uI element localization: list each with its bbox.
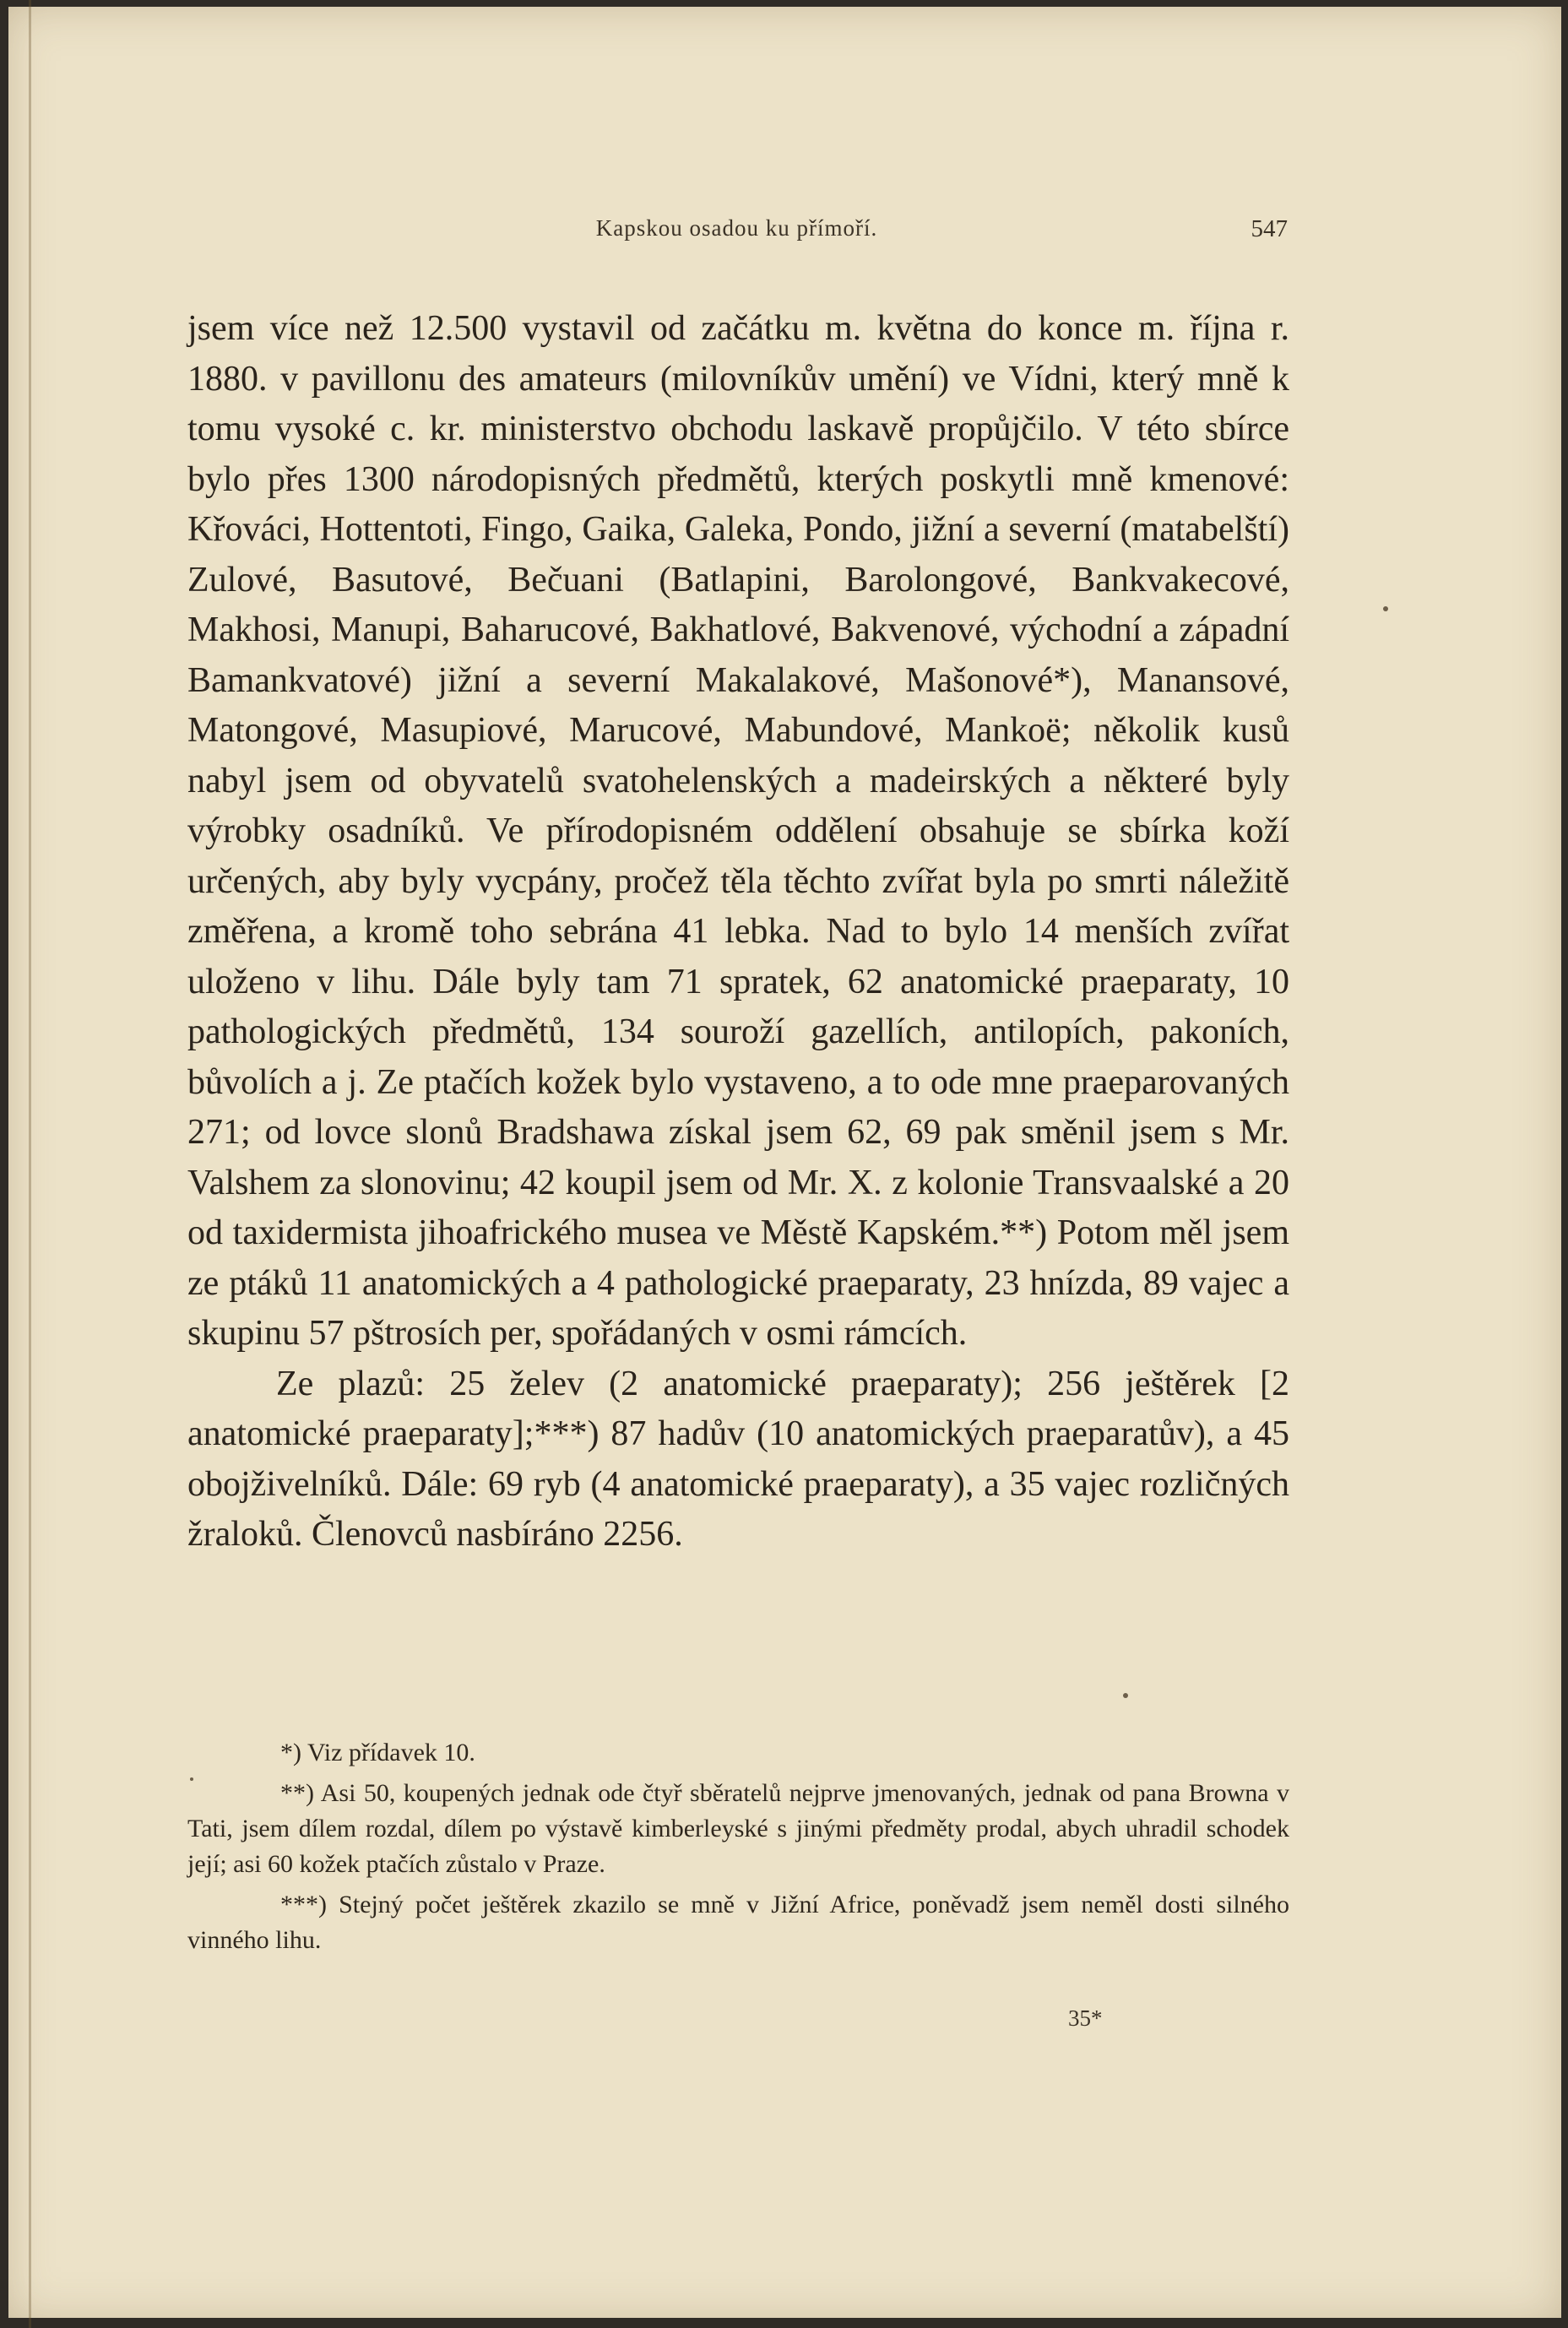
- scan-border-left: [0, 0, 8, 2328]
- main-text: [187, 304, 1289, 1560]
- page-number: 547: [1251, 215, 1288, 242]
- paragraph-2: Ze plazů: 25 želev (2 anatomické praeparaty); 256 ještěrek [2 anatomické praeparaty];***) 87 hadův (10 anatomických praeparatův), a 45 obojživelníků. Dále: 69 ryb (4 anatomické praeparaty), a 35 vajec rozličných žraloků. Členovců nasbíráno 2256.: [187, 1364, 1289, 1554]
- paper-speck: [1123, 1693, 1128, 1698]
- signature-mark: 35*: [1068, 2005, 1103, 2031]
- footnote-1: *) Viz přídavek 10.: [280, 1739, 475, 1766]
- paper-speck: [1383, 606, 1388, 611]
- scan-border-top: [0, 0, 1568, 7]
- footnote-3: ***) Stejný počet ještěrek zkazilo se mně v Jižní Africe, poněvadž jsem neměl dosti silného vinného lihu.: [187, 1891, 1289, 1954]
- paper-speck: [190, 1777, 193, 1781]
- scan-border-bottom: [0, 2318, 1568, 2328]
- scan-border-right: [1561, 0, 1568, 2328]
- gutter-fold-line: [29, 0, 31, 2328]
- footnotes: [187, 1735, 1289, 1963]
- paragraph-1: jsem více než 12.500 vystavil od začátku m. května do konce m. října r. 1880. v pavillonu des amateurs (milovníkův umění) ve Vídni, který mně k tomu vysoké c. kr. ministerstvo obchodu laskavě propůjčilo. V této sbírce bylo přes 1300 národopisných předmětů, kterých poskytli mně kmenové: Křováci, Hottentoti, Fingo, Gaika, Galeka, Pondo, jižní a severní (matabelští) Zulové, Basutové, Bečuani (Batlapini, Barolongové, Bankvakecové, Makhosi, Manupi, Baharucové, Bakhatlové, Bakvenové, východní a západní Bamankvatové) jižní a severní Makalakové, Mašonové*), Manansové, Matongové, Masupiové, Marucové, Mabundové, Mankoë; několik kusů nabyl jsem od obyvatelů svatohelenských a madeirských a některé byly výrobky osadníků. Ve přírodopisném oddělení obsahuje se sbírka koží určených, aby byly vycpány, pročež těla těchto zvířat byla po smrti náležitě změřena, a kromě toho sebrána 41 lebka. Nad to bylo 14 menších zvířat uloženo v lihu. Dále byly tam 71 spratek, 62 anatomické praeparaty, 10 pathologických předmětů, 134 souroží gazellích, antilopích, pakoních, bůvolích a j. Ze ptačích kožek bylo vystaveno, a to ode mne praeparovaných 271; od lovce slonů Bradshawa získal jsem 62, 69 pak směnil jsem s Mr. Valshem za slonovinu; 42 koupil jsem od Mr. X. z kolonie Transvaalské a 20 od taxidermista jihoafrického musea ve Městě Kapském.**) Potom měl jsem ze ptáků 11 anatomických a 4 pathologické praeparaty, 23 hnízda, 89 vajec a skupinu 57 pštrosích per, spořádaných v osmi rámcích.: [187, 309, 1289, 1353]
- running-head: [186, 215, 1288, 249]
- running-title: Kapskou osadou ku přímoří.: [595, 215, 878, 241]
- footnote-2: **) Asi 50, koupených jednak ode čtyř sběratelů nejprve jmenovaných, jednak od pana Browna v Tati, jsem dílem rozdal, dílem po výstavě kimberleyské s jinými předměty prodal, abych uhradil schodek její; asi 60 kožek ptačích zůstalo v Praze.: [187, 1779, 1289, 1878]
